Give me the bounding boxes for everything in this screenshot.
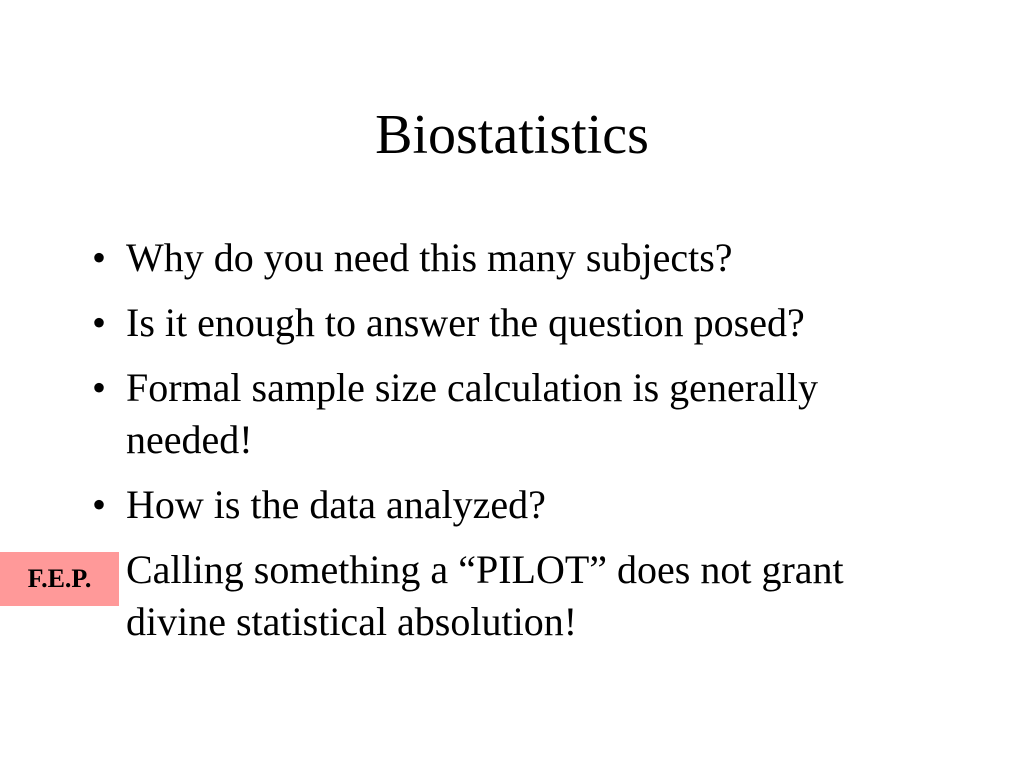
bullet-item [84, 232, 944, 284]
bullet-text: Why do you need this many subjects? [126, 235, 733, 280]
bullet-icon: • [91, 300, 106, 345]
slide-title: Biostatistics [375, 104, 649, 166]
bullet-text: Is it enough to answer the question posed? [126, 300, 805, 345]
bullet-item [84, 362, 944, 466]
bullet-text: How is the data analyzed? [126, 482, 546, 527]
bullet-icon: • [91, 482, 106, 527]
bullet-text: Calling something a “PILOT” does not grant divine statistical absolution! [126, 547, 844, 644]
bullet-item [84, 544, 944, 648]
bullet-item [84, 297, 944, 349]
bullet-item [84, 479, 944, 531]
bullet-icon: • [91, 235, 106, 280]
bullet-text: Formal sample size calculation is generally needed! [126, 365, 818, 462]
bullet-icon: • [91, 365, 106, 410]
fep-tag: F.E.P. [0, 552, 119, 606]
bullet-list [84, 232, 944, 648]
